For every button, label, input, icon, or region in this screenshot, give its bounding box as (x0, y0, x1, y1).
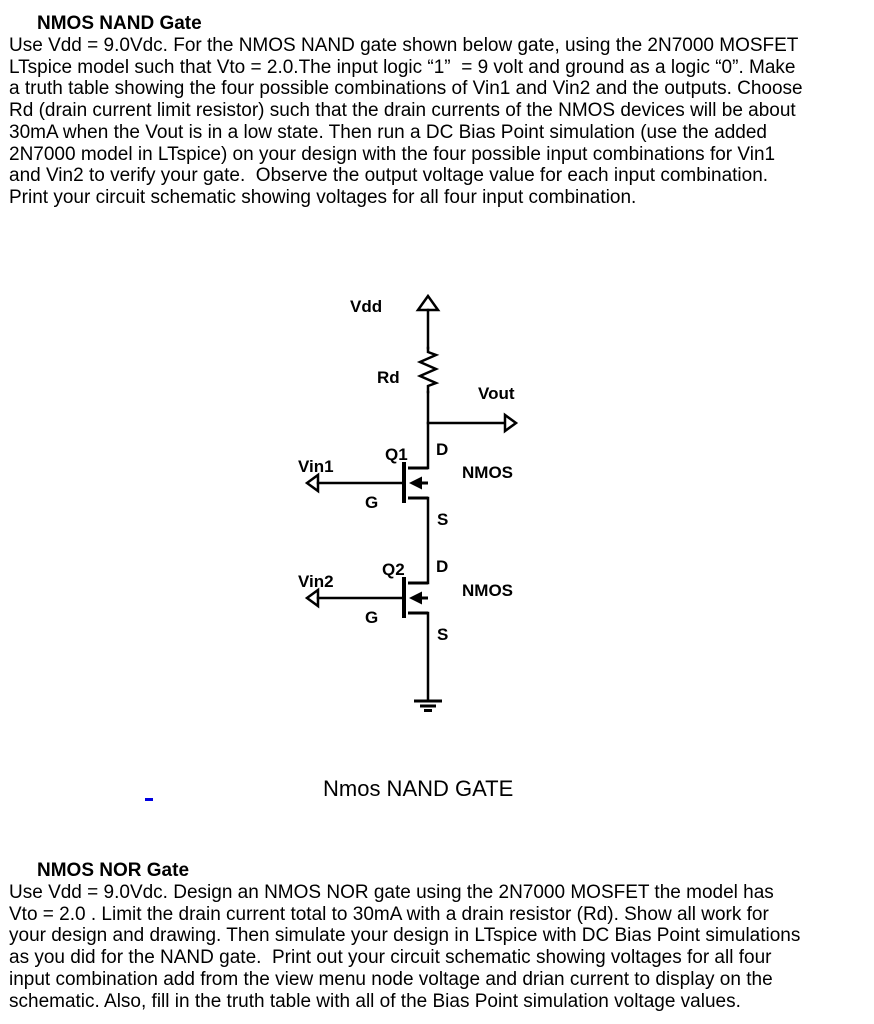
body-line: 2N7000 model in LTspice) on your design with the four possible input combinations for Vin1 (9, 143, 776, 165)
vin2-label: Vin2 (298, 572, 334, 591)
body-line: and Vin2 to verify your gate. Observe the output voltage value for each input combination. (9, 165, 769, 187)
body-line: as you did for the NAND gate. Print out your circuit schematic showing voltages for all four (9, 947, 772, 969)
body-line: Rd (drain current limit resistor) such that the drain currents of the NMOS devices will be about (9, 100, 796, 122)
q2-source-label: S (437, 625, 449, 644)
nand-section (9, 13, 865, 209)
rd-label: Rd (377, 368, 400, 387)
blue-dash-marker (145, 798, 153, 801)
vin1-port-icon (307, 475, 318, 491)
nand-paragraph (9, 35, 865, 209)
figure-caption: Nmos NAND GATE (323, 776, 514, 801)
resistor-icon (420, 348, 436, 392)
body-line: input combination add from the view menu node voltage and drian current to display on the (9, 968, 773, 990)
vout-port-icon (505, 415, 516, 431)
q1-source-label: S (437, 510, 449, 529)
q2-type-label: NMOS (462, 581, 513, 600)
body-line: schematic. Also, fill in the truth table with all of the Bias Point simulation voltage values. (9, 990, 741, 1012)
body-line: Use Vdd = 9.0Vdc. Design an NMOS NOR gate using the 2N7000 MOSFET the model has (9, 882, 774, 903)
body-line: 30mA when the Vout is in a low state. Then run a DC Bias Point simulation (use the added (9, 121, 767, 143)
nor-section (9, 860, 865, 1012)
body-line: LTspice model such that Vto = 2.0.The input logic “1” = 9 volt and ground as a logic “0”. Make (9, 56, 796, 78)
body-line: Use Vdd = 9.0Vdc. For the NMOS NAND gate shown below gate, using the 2N7000 MOSFET (9, 35, 799, 56)
vout-label: Vout (478, 384, 515, 403)
nand-section-title: NMOS NAND Gate (37, 13, 202, 34)
vin1-label: Vin1 (298, 457, 334, 476)
body-line: your design and drawing. Then simulate your design in LTspice with DC Bias Point simulations (9, 925, 801, 947)
body-line: Vto = 2.0 . Limit the drain current total to 30mA with a drain resistor (Rd). Show all work for (9, 903, 769, 925)
body-line: Print your circuit schematic showing voltages for all four input combination. (9, 186, 637, 208)
vdd-label: Vdd (350, 297, 383, 316)
nor-section-title: NMOS NOR Gate (37, 860, 190, 881)
vdd-port-icon (418, 296, 438, 310)
q2-gate-label: G (365, 608, 379, 627)
q1-drain-label: D (436, 440, 449, 459)
q2-drain-label: D (436, 557, 449, 576)
q1-gate-label: G (365, 493, 379, 512)
ground-icon (414, 701, 442, 711)
q1-body-arrow-icon (409, 477, 422, 490)
vin2-port-icon (307, 590, 318, 606)
nor-paragraph (9, 882, 865, 1012)
q1-type-label: NMOS (462, 463, 513, 482)
body-line: a truth table showing the four possible combinations of Vin1 and Vin2 and the outputs. Choose (9, 78, 803, 100)
nand-gate-schematic (280, 285, 560, 725)
q1-ref-label: Q1 (385, 445, 408, 464)
q2-ref-label: Q2 (382, 560, 405, 579)
q2-body-arrow-icon (409, 592, 422, 605)
